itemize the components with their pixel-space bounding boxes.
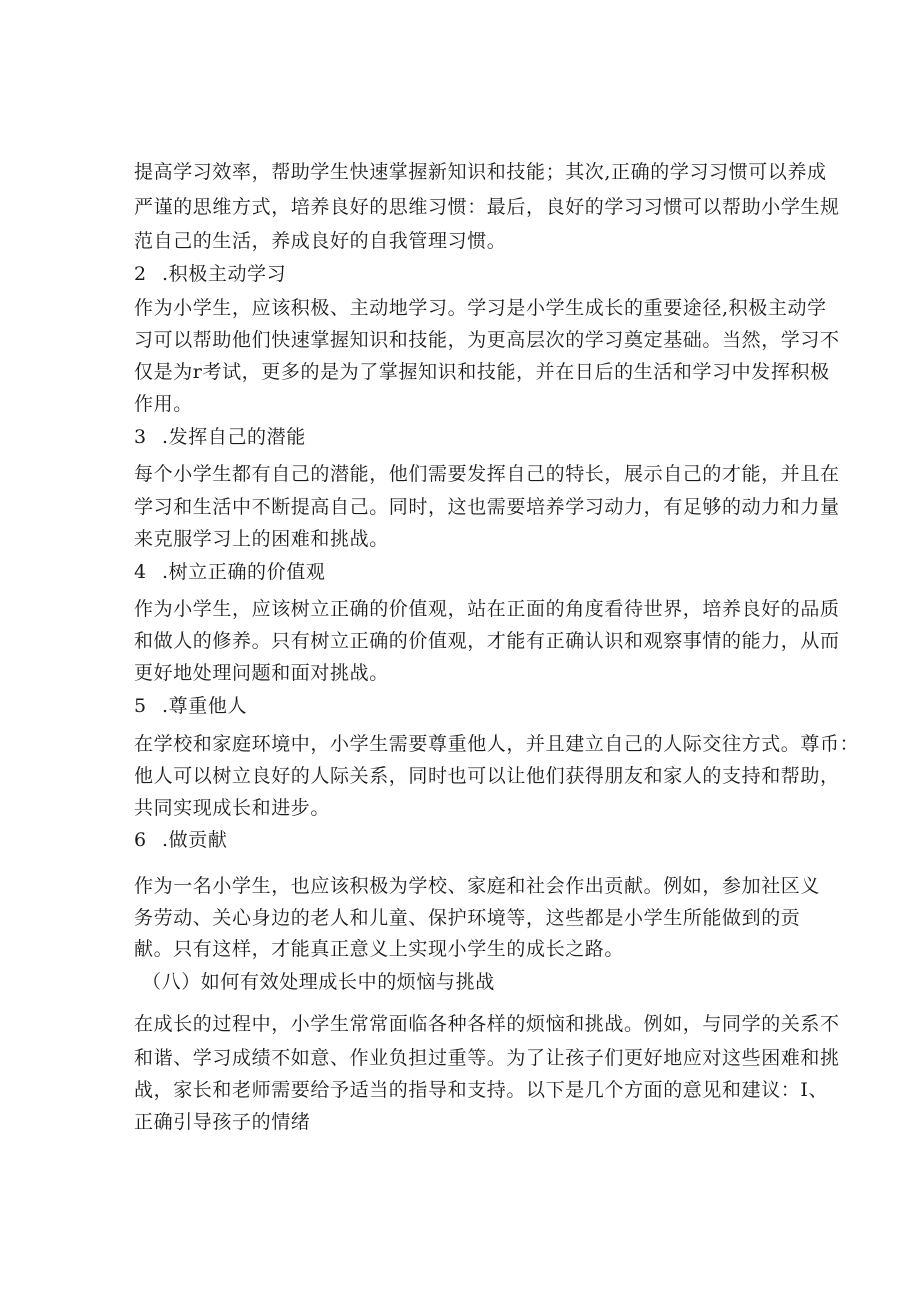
text-line: 学习和生活中不断提高自己。同时，这也需要培养学习动力，有足够的动力和力量 [134, 496, 840, 518]
text-line: 作为一名小学生，也应该积极为学校、家庭和社会作出贡献。例如，参加社区义 [134, 875, 821, 897]
text-line: 严谨的思维方式，培养良好的思维习惯：最后，良好的学习习惯可以帮助小学生规 [134, 196, 840, 218]
section-heading-4 [134, 560, 325, 584]
text-line: 战，家长和老师需要给予适当的指导和支持。以下是几个方面的意见和建议：I、 [134, 1079, 829, 1101]
text-line: 在成长的过程中，小学生常常面临各种各样的烦恼和挑战。例如，与同学的关系不 [134, 1013, 840, 1035]
heading-number: 4 [134, 561, 147, 583]
heading-text: .树立正确的价值观 [162, 561, 326, 583]
heading-text: .发挥自己的潜能 [162, 426, 306, 448]
heading-number: 3 [134, 426, 147, 448]
text-line: 务劳动、关心身边的老人和儿童、保护环境等，这些都是小学生所能做到的贡 [134, 907, 801, 929]
section-heading-3 [134, 425, 306, 449]
text-line: 共同实现成长和进步。 [134, 797, 331, 819]
section-heading-8 [142, 970, 495, 994]
text-line: 在学校和家庭环境中，小学生需要尊重他人，并且建立自己的人际交往方式。尊币： [134, 733, 860, 755]
text-line: 正确引导孩子的情绪 [134, 1111, 311, 1133]
heading-text: .尊重他人 [162, 695, 248, 717]
text-line: 范自己的生活，养成良好的自我管理习惯。 [134, 230, 507, 252]
text-line: 仅是为r考试，更多的是为了掌握知识和技能，并在日后的生活和学习中发挥积极 [134, 361, 830, 383]
heading-number: 6 [134, 829, 147, 851]
section-heading-2 [134, 262, 286, 286]
section-heading-5 [134, 694, 247, 718]
text-line: 每个小学生都有自己的潜能，他们需要发挥自己的特长，展示自己的才能，并且在 [134, 463, 840, 485]
heading-text: .做贡献 [162, 829, 228, 851]
text-line: 作用。 [134, 393, 193, 415]
text-line: 更好地处理问题和面对挑战。 [134, 662, 389, 684]
text-line: 和做人的修养。只有树立正确的价值观，才能有正确认识和观察事情的能力，从而 [134, 630, 840, 652]
text-line: 和谐、学习成绩不如意、作业负担过重等。为了让孩子们更好地应对这些困难和挑 [134, 1047, 840, 1069]
text-line: 习可以帮助他们快速掌握知识和技能，为更高层次的学习奠定基础。当然，学习不 [134, 329, 840, 351]
text-line: 作为小学生，应该积极、主动地学习。学习是小学生成长的重要途径,积极主动学 [134, 297, 827, 319]
heading-number: 2 [134, 263, 147, 285]
text-line: 来克服学习上的困难和挑战。 [134, 528, 389, 550]
heading-number: 5 [134, 695, 147, 717]
text-line: 他人可以树立良好的人际关系，同时也可以让他们获得朋友和家人的支持和帮助， [134, 765, 840, 787]
text-line: 作为小学生，应该树立正确的价值观，站在正面的角度看待世界，培养良好的品质 [134, 598, 840, 620]
heading-text: （八）如何有效处理成长中的烦恼与挑战 [142, 971, 495, 993]
heading-text: .积极主动学习 [162, 263, 287, 285]
text-line: 献。只有这样，才能真正意义上实现小学生的成长之路。 [134, 938, 625, 960]
text-line: 提高学习效率，帮助学生快速掌握新知识和技能；其次,正确的学习习惯可以养成 [134, 161, 827, 183]
section-heading-6 [134, 828, 227, 852]
